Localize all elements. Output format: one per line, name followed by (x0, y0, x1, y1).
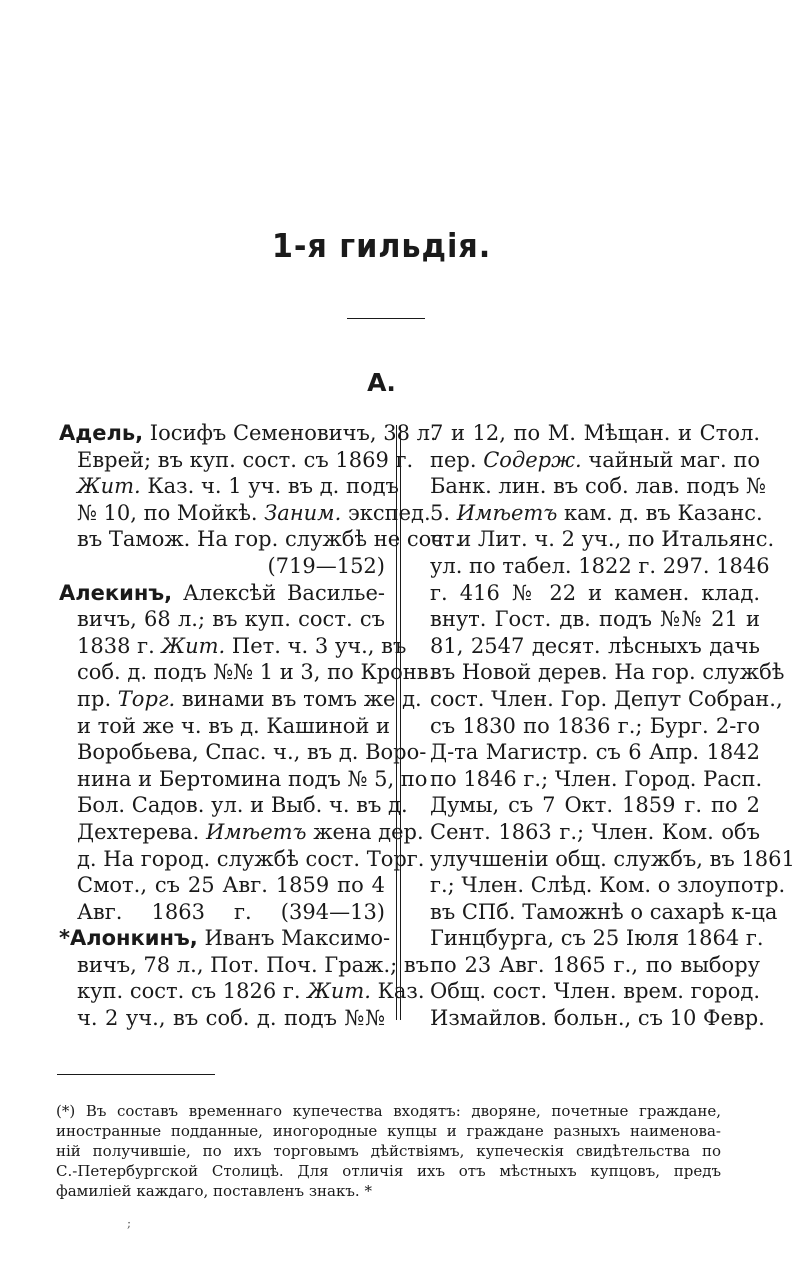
column-divider-line (400, 425, 401, 1020)
line-text: Бол. Садов. ул. и Выб. ч. въ д. (77, 793, 408, 818)
line-text: куп. сост. съ 1826 г. (77, 979, 308, 1004)
text-line (430, 659, 785, 686)
italic-term: Жит. (161, 633, 226, 658)
line-text: Каз. (370, 979, 425, 1004)
line-text: Гинцбурга, съ 25 Іюля 1864 г. (430, 926, 764, 951)
text-line (430, 553, 770, 580)
line-text: Измайлов. больн., съ 10 Февр. (430, 1006, 765, 1031)
text-line (430, 925, 764, 952)
line-text: улучшеніи общ. службъ, въ 1861 (430, 846, 795, 871)
italic-term: Заним. (264, 500, 342, 525)
line-text: чайный маг. по (581, 447, 761, 472)
line-text: кам. д. въ Казанс. (557, 500, 763, 525)
line-text: сост. Член. Гор. Депут Собран., (430, 686, 783, 711)
line-text: Авг. 1863 г. (394—13) (77, 899, 385, 924)
line-text: Каз. ч. 1 уч. въ д. подъ (140, 474, 399, 499)
text-line (430, 447, 760, 474)
text-line (430, 819, 760, 846)
line-text: Воробьева, Спас. ч., въ д. Воро- (77, 740, 427, 765)
line-text: по 1846 г.; Член. Город. Расп. (430, 766, 763, 791)
line-text: вичъ, 68 л.; въ куп. сост. съ (77, 607, 385, 632)
line-text: Пет. ч. 3 уч., въ (225, 633, 407, 658)
text-line (430, 580, 760, 607)
line-text: по 23 Авг. 1865 г., по выбору (430, 952, 760, 977)
text-line (430, 899, 778, 926)
text-line (59, 473, 399, 500)
italic-term: Торг. (117, 686, 176, 711)
right-column (430, 420, 795, 1032)
line-text: Банк. лин. въ соб. лав. подъ № (430, 474, 766, 499)
text-line (430, 792, 760, 819)
text-line (430, 713, 760, 740)
text-line (430, 1005, 765, 1032)
text-line (430, 420, 760, 447)
line-text: ч. 2 уч., въ соб. д. подъ №№ (77, 1006, 385, 1031)
line-text: внут. Гост. дв. подъ №№ 21 и (430, 607, 760, 632)
text-line (59, 952, 430, 979)
footnote-line: (*) Въ составъ временнаго купечества входятъ: дворяне, почетные граждане, (56, 1102, 721, 1120)
text-line (430, 500, 763, 527)
text-line (59, 899, 385, 926)
text-line (59, 633, 407, 660)
footnote-line: иностранные подданные, иногородные купцы и граждане разныхъ наименова- (56, 1122, 721, 1140)
entry-name: Адель, (59, 421, 144, 445)
footnote-line: С.-Петербургской Столицѣ. Для отличія ихъ отъ мѣстныхъ купцовъ, предъ (56, 1162, 721, 1180)
section-letter: А. (367, 368, 396, 397)
italic-term: Содерж. (483, 447, 582, 472)
footnote-rule (57, 1074, 215, 1075)
italic-term: Имѣетъ (205, 819, 307, 844)
line-text: ул. по табел. 1822 г. 297. 1846 (430, 553, 770, 578)
italic-term: Жит. (77, 474, 141, 499)
text-line (59, 792, 408, 819)
line-text: Дехтерева. (77, 819, 206, 844)
page-mark: ; (127, 1216, 132, 1230)
text-line (59, 766, 428, 793)
text-line (430, 606, 760, 633)
heading-rule (347, 318, 425, 319)
text-line (59, 925, 391, 952)
line-text: въ СПб. Таможнѣ о сахарѣ к-ца (430, 899, 778, 924)
text-line (59, 553, 385, 580)
text-line (430, 766, 763, 793)
text-line (59, 500, 431, 527)
text-line (59, 713, 391, 740)
line-text: 81, 2547 десят. лѣсныхъ дачь (430, 633, 760, 658)
entry-name: *Алонкинъ, (59, 926, 198, 951)
footnote-line: ній получившіе, по ихъ торговымъ дѣйствіямъ, купеческія свидѣтельства по (56, 1142, 721, 1160)
footnote (56, 1101, 721, 1201)
text-line (59, 526, 462, 553)
text-line (59, 819, 424, 846)
text-line (59, 872, 385, 899)
text-line (430, 473, 766, 500)
line-text: г.; Член. Слѣд. Ком. о злоупотр. (430, 873, 786, 898)
line-text: экспед. (341, 500, 431, 525)
line-text: Общ. сост. Член. врем. город. (430, 979, 760, 1004)
text-line (59, 1005, 385, 1032)
text-line (59, 978, 425, 1005)
line-text: Иванъ Максимо- (197, 926, 391, 951)
line-text: Смот., съ 25 Авг. 1859 по 4 (77, 873, 385, 898)
line-text: Д-та Магистр. съ 6 Апр. 1842 (430, 740, 760, 765)
line-text: пер. (430, 447, 484, 472)
line-text: винами въ томъ же д. (175, 686, 422, 711)
text-line (59, 606, 385, 633)
italic-term: Жит. (307, 979, 371, 1004)
guild-heading: 1-я гильдія. (271, 226, 492, 265)
line-text: жена дер. (306, 819, 424, 844)
footnote-line: фамиліей каждаго, поставленъ знакъ. * (56, 1182, 372, 1200)
line-text: нина и Бертомина подъ № 5, по (77, 766, 428, 791)
text-line (430, 978, 760, 1005)
line-text: Думы, съ 7 Окт. 1859 г. по 2 (430, 793, 760, 818)
text-line (59, 580, 385, 607)
line-text: вичъ, 78 л., Пот. Поч. Граж.; въ (77, 952, 430, 977)
italic-term: Имѣетъ (456, 500, 558, 525)
line-text: Іосифъ Семеновичъ, 38 л. (143, 421, 437, 445)
line-text: г. 416 № 22 и камен. клад. (430, 580, 760, 605)
text-line (430, 739, 760, 766)
text-line (430, 633, 760, 660)
entry-name: Алекинъ, (59, 580, 173, 605)
line-text: 5. (430, 500, 457, 525)
text-line (59, 846, 425, 873)
text-line (430, 846, 795, 873)
text-line (430, 526, 775, 553)
text-line (59, 686, 422, 713)
text-line (59, 659, 436, 686)
line-text: Алексѣй Василье- (172, 580, 385, 605)
line-text: Еврей; въ куп. сост. съ 1869 г. (77, 447, 414, 472)
text-line (430, 872, 786, 899)
line-text: 7 и 12, по М. Мѣщан. и Стол. (430, 421, 760, 445)
text-line (430, 952, 760, 979)
text-line (430, 686, 783, 713)
line-text: пр. (77, 686, 118, 711)
text-line (59, 739, 427, 766)
line-text: въ Новой дерев. На гор. службѣ (430, 660, 785, 685)
line-text: и той же ч. въ д. Кашиной и (77, 713, 391, 738)
line-text: д. На город. службѣ сост. Торг. (77, 846, 425, 871)
line-text: (719—152) (267, 553, 385, 578)
text-line (59, 420, 437, 447)
line-text: 1838 г. (77, 633, 162, 658)
line-text: соб. д. подъ №№ 1 и 3, по Кронв. (77, 660, 436, 685)
line-text: Сент. 1863 г.; Член. Ком. объ (430, 819, 760, 844)
line-text: въ Тамож. На гор. службѣ не сост. (77, 527, 462, 552)
column-divider-line (396, 425, 397, 1020)
line-text: ч. и Лит. ч. 2 уч., по Итальянс. (430, 527, 775, 552)
line-text: № 10, по Мойкѣ. (77, 500, 265, 525)
line-text: съ 1830 по 1836 г.; Бург. 2-го (430, 713, 760, 738)
text-line (59, 447, 414, 474)
